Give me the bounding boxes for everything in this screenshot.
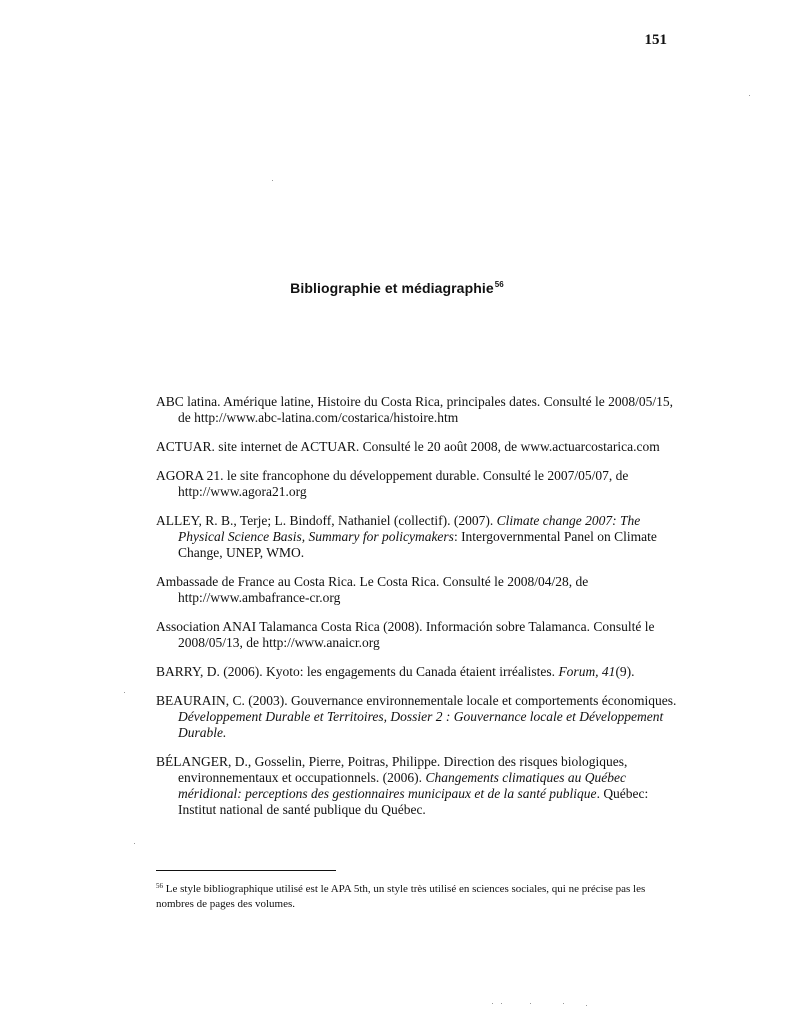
bibliography-entry (156, 439, 686, 455)
scan-speck (530, 1003, 531, 1004)
scan-speck (501, 1003, 502, 1004)
page-title (0, 280, 794, 296)
bibliography-entry (156, 619, 686, 651)
footnote-reference: 56 (494, 280, 504, 289)
entry-text: AGORA 21. le site francophone du développement durable. Consulté le 2007/05/07, de http://www.agora21.org (156, 468, 629, 499)
bibliography-entry (156, 664, 686, 680)
bibliography-entry (156, 394, 686, 426)
scan-speck (134, 843, 135, 844)
entry-text: : Intergovernmental Panel on Climate Change, UNEP, WMO. (178, 529, 657, 560)
bibliography-list (156, 394, 686, 831)
scan-speck (492, 1003, 493, 1004)
entry-title-italic: Forum, 41 (558, 664, 616, 679)
footnote-text: Le style bibliographique utilisé est le APA 5th, un style très utilisé en sciences sociales, qui ne précise pas les nombres de pages des volumes. (156, 883, 646, 910)
entry-text: (9). (615, 664, 635, 679)
scan-speck (272, 180, 273, 181)
entry-text: Association ANAI Talamanca Costa Rica (2008). Información sobre Talamanca. Consulté le 2008/05/13, de http://www.anaicr.org (156, 619, 655, 650)
scan-speck (124, 692, 125, 693)
entry-text: Ambassade de France au Costa Rica. Le Costa Rica. Consulté le 2008/04/28, de http://www.ambafrance-cr.org (156, 574, 589, 605)
bibliography-entry (156, 513, 686, 561)
entry-text: BARRY, D. (2006). Kyoto: les engagements du Canada étaient irréalistes. (156, 664, 559, 679)
bibliography-entry (156, 754, 686, 818)
entry-title-italic: Développement Durable et Territoires, Dossier 2 : Gouvernance locale et Développement Durable. (178, 709, 664, 740)
scan-speck (563, 1003, 564, 1004)
bibliography-entry (156, 468, 686, 500)
scan-speck (586, 1005, 587, 1006)
footnote (156, 879, 676, 912)
entry-title-italic: Climate change 2007: The Physical Science Basis, Summary for policymakers (178, 513, 641, 544)
footnote-marker: 56 (156, 882, 163, 890)
scan-speck (749, 95, 750, 96)
bibliography-entry (156, 693, 686, 741)
entry-text: ACTUAR. site internet de ACTUAR. Consulté le 20 août 2008, de www.actuarcostarica.com (156, 439, 660, 454)
entry-text: ALLEY, R. B., Terje; L. Bindoff, Nathaniel (collectif). (2007). (156, 513, 497, 528)
entry-text: BEAURAIN, C. (2003). Gouvernance environnementale locale et comportements économiques. (156, 693, 677, 708)
entry-text: . Québec: Institut national de santé publique du Québec. (178, 786, 649, 817)
entry-text: ABC latina. Amérique latine, Histoire du Costa Rica, principales dates. Consulté le 2008/05/15, de http://www.abc-latina.com/costarica/histoire.htm (156, 394, 674, 425)
page-number: 151 (644, 32, 667, 48)
entry-title-italic: Changements climatiques au Québec méridional: perceptions des gestionnaires municipaux et de la santé publique (178, 770, 627, 801)
title-text: Bibliographie et médiagraphie (290, 280, 494, 296)
footnote-separator (156, 870, 336, 871)
entry-text: BÉLANGER, D., Gosselin, Pierre, Poitras, Philippe. Direction des risques biologiques, environnementaux et occupationnels. (2006). (156, 754, 628, 785)
bibliography-entry (156, 574, 686, 606)
